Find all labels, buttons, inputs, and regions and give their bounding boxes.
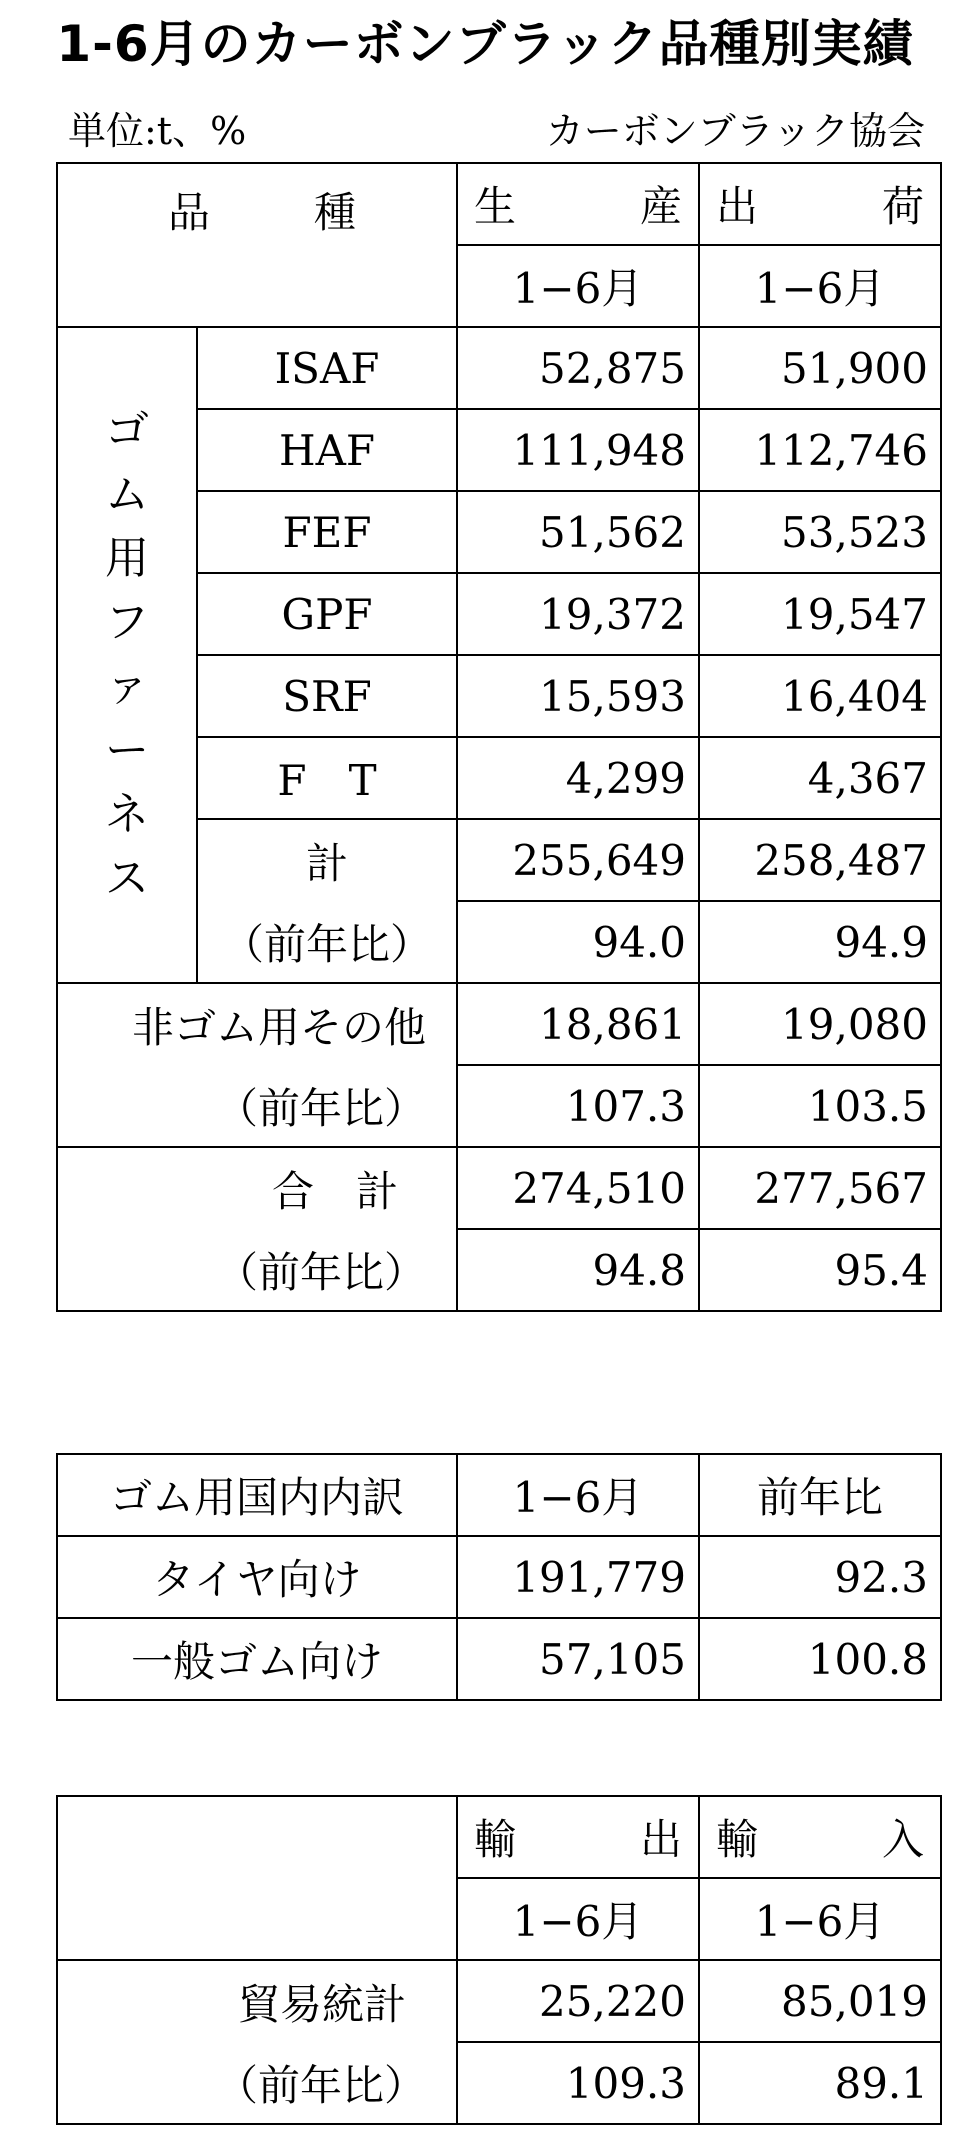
breakdown-value: 57,105 xyxy=(457,1618,699,1700)
rubber-furnace-group-label xyxy=(57,327,197,983)
header-production xyxy=(457,163,699,245)
production-ratio: 107.3 xyxy=(457,1065,699,1147)
export-value: 25,220 xyxy=(457,1960,699,2042)
shipment-value: 51,900 xyxy=(699,327,941,409)
shipment-ratio: 94.9 xyxy=(699,901,941,983)
total-row xyxy=(57,1147,941,1229)
total-label: 合 計 xyxy=(57,1147,457,1229)
trade-header-empty xyxy=(57,1796,457,1960)
total-ratio-row xyxy=(57,1229,941,1311)
header-production-char: 生 xyxy=(474,182,517,231)
header-grade-char: 種 xyxy=(313,188,356,237)
table-header-row xyxy=(57,1796,941,1878)
grade-name: F T xyxy=(197,737,457,819)
table-row xyxy=(57,1618,941,1700)
header-export-char: 輸 xyxy=(474,1815,517,1864)
period-shipment: 1−6月 xyxy=(699,245,941,327)
header-import xyxy=(699,1796,941,1878)
nonrubber-ratio-row xyxy=(57,1065,941,1147)
grade-name: GPF xyxy=(197,573,457,655)
production-value: 19,372 xyxy=(457,573,699,655)
export-ratio: 109.3 xyxy=(457,2042,699,2124)
nonrubber-label: 非ゴム用その他 xyxy=(57,983,457,1065)
shipment-ratio: 103.5 xyxy=(699,1065,941,1147)
grade-name: ISAF xyxy=(197,327,457,409)
import-ratio: 89.1 xyxy=(699,2042,941,2124)
group-label-char: 用 xyxy=(105,533,149,584)
header-production-char: 産 xyxy=(639,182,682,231)
group-label-char: フ xyxy=(105,597,149,648)
production-value: 51,562 xyxy=(457,491,699,573)
group-label-char: ァ xyxy=(105,661,149,712)
header-shipment-char: 出 xyxy=(716,182,759,231)
header-shipment-char: 荷 xyxy=(881,182,924,231)
shipment-value: 112,746 xyxy=(699,409,941,491)
table-header-row xyxy=(57,163,941,245)
shipment-value: 53,523 xyxy=(699,491,941,573)
breakdown-header-period: 1−6月 xyxy=(457,1454,699,1536)
import-value: 85,019 xyxy=(699,1960,941,2042)
header-export-char: 出 xyxy=(639,1815,682,1864)
shipment-value: 277,567 xyxy=(699,1147,941,1229)
production-value: 255,649 xyxy=(457,819,699,901)
group-label-char: ム xyxy=(105,469,149,520)
period-export: 1−6月 xyxy=(457,1878,699,1960)
ratio-label: （前年比） xyxy=(57,2042,457,2124)
source-note: カーボンブラック協会 xyxy=(545,109,925,153)
domestic-rubber-breakdown-table xyxy=(56,1453,942,1701)
shipment-ratio: 95.4 xyxy=(699,1229,941,1311)
production-value: 18,861 xyxy=(457,983,699,1065)
production-ratio: 94.8 xyxy=(457,1229,699,1311)
breakdown-label: タイヤ向け xyxy=(57,1536,457,1618)
breakdown-header-ratio: 前年比 xyxy=(699,1454,941,1536)
header-grade-char: 品 xyxy=(168,188,211,237)
nonrubber-row xyxy=(57,983,941,1065)
production-value: 15,593 xyxy=(457,655,699,737)
grade-name: FEF xyxy=(197,491,457,573)
ratio-label: （前年比） xyxy=(197,901,457,983)
production-value: 52,875 xyxy=(457,327,699,409)
shipment-value: 258,487 xyxy=(699,819,941,901)
ratio-label: （前年比） xyxy=(57,1229,457,1311)
ratio-label: （前年比） xyxy=(57,1065,457,1147)
table-row xyxy=(57,1536,941,1618)
production-ratio: 94.0 xyxy=(457,901,699,983)
grade-name: SRF xyxy=(197,655,457,737)
shipment-value: 19,547 xyxy=(699,573,941,655)
grade-name: HAF xyxy=(197,409,457,491)
breakdown-ratio: 100.8 xyxy=(699,1618,941,1700)
table-header-row xyxy=(57,1454,941,1536)
production-value: 4,299 xyxy=(457,737,699,819)
header-shipment xyxy=(699,163,941,245)
breakdown-ratio: 92.3 xyxy=(699,1536,941,1618)
group-label-char: ス xyxy=(105,853,149,904)
header-grade xyxy=(57,163,457,327)
header-export xyxy=(457,1796,699,1878)
group-label-char: ネ xyxy=(105,789,149,840)
unit-note: 単位:t、% xyxy=(68,109,247,153)
breakdown-header-label: ゴム用国内内訳 xyxy=(57,1454,457,1536)
breakdown-value: 191,779 xyxy=(457,1536,699,1618)
carbon-black-grade-table xyxy=(56,162,942,1312)
table-row xyxy=(57,327,941,409)
production-value: 274,510 xyxy=(457,1147,699,1229)
page-title: 1-6月のカーボンブラック品種別実績 xyxy=(56,15,914,73)
period-import: 1−6月 xyxy=(699,1878,941,1960)
trade-label: 貿易統計 xyxy=(57,1960,457,2042)
trade-ratio-row xyxy=(57,2042,941,2124)
group-label-char: ー xyxy=(105,725,149,776)
table-row xyxy=(57,1960,941,2042)
shipment-value: 19,080 xyxy=(699,983,941,1065)
group-label-char: ゴ xyxy=(105,405,149,456)
header-import-char: 入 xyxy=(881,1815,924,1864)
shipment-value: 16,404 xyxy=(699,655,941,737)
shipment-value: 4,367 xyxy=(699,737,941,819)
breakdown-label: 一般ゴム向け xyxy=(57,1618,457,1700)
subtotal-label: 計 xyxy=(197,819,457,901)
trade-statistics-table xyxy=(56,1795,942,2125)
production-value: 111,948 xyxy=(457,409,699,491)
header-import-char: 輸 xyxy=(716,1815,759,1864)
period-production: 1−6月 xyxy=(457,245,699,327)
